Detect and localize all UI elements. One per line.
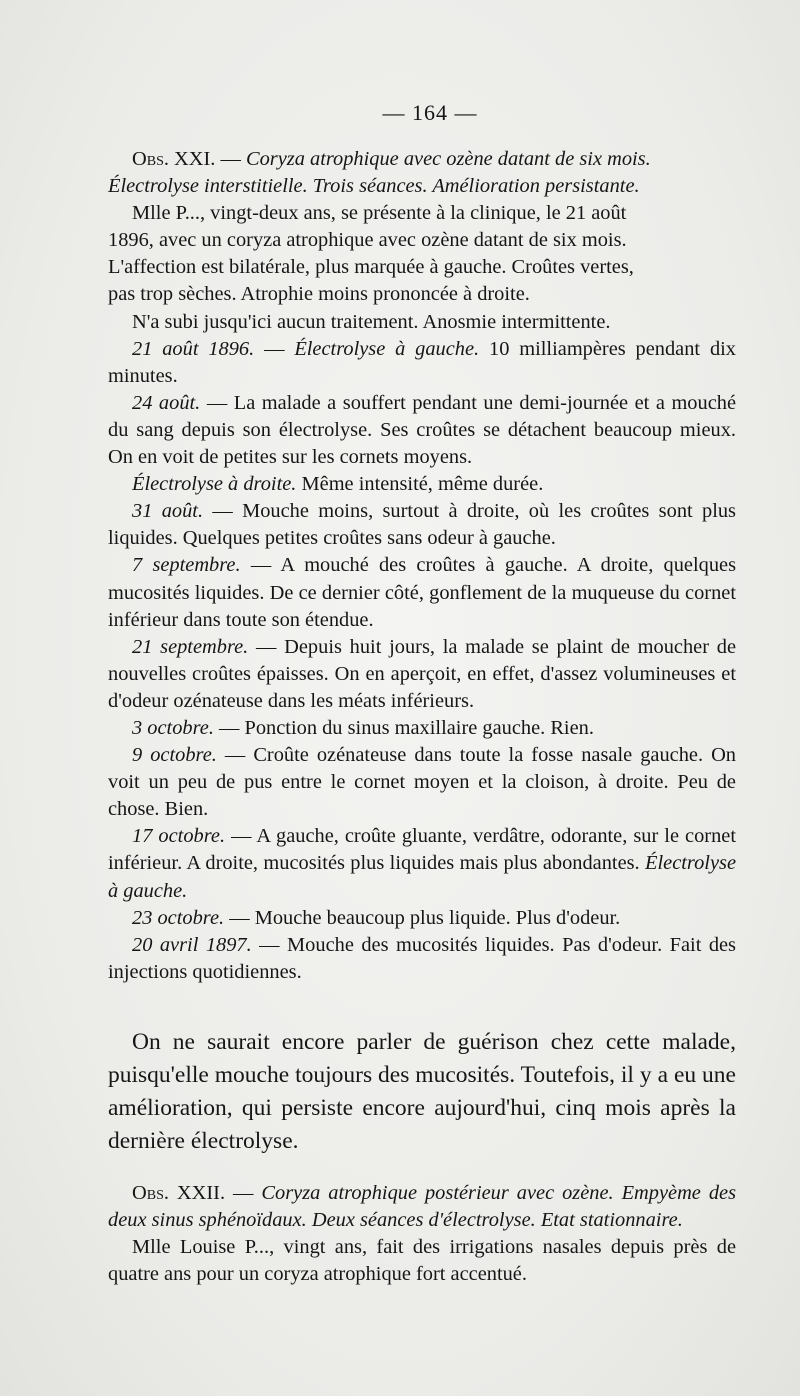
obs22-heading: Obs. XXII. — Coryza atrophique postérieur avec ozène. Empyème des deux sinus sphénoïdaux. Deux séances d'électrolyse. Etat stationnaire. xyxy=(108,1182,737,1232)
obs21-title-1: Coryza atrophique avec ozène datant de six mois. xyxy=(245,148,651,170)
entry-date: 7 septembre. xyxy=(132,554,241,577)
obs21-heading: Obs. XXI. — Coryza atrophique avec ozène datant de six mois. xyxy=(132,148,651,170)
observation-21 xyxy=(108,146,736,986)
obs21-entry: 31 août. — Mouche moins, surtout à droite, où les croûtes sont plus liquides. Quelques petites croûtes sans odeur à gauche. xyxy=(108,500,736,550)
entry-date: 31 août. xyxy=(132,500,204,523)
obs21-intro-line: Mlle P..., vingt-deux ans, se présente à la clinique, le 21 août xyxy=(132,202,627,225)
obs21-no-treatment: N'a subi jusqu'ici aucun traitement. Anosmie intermittente. xyxy=(132,310,611,333)
obs21-entry: 24 août. — La malade a souffert pendant une demi-journée et a mouché du sang depuis son électrolyse. Ses croûtes se détachent beaucoup mieux. On en voit de petites sur les cornets moyens. xyxy=(108,391,736,469)
obs21-entry: 17 octobre. — A gauche, croûte gluante, verdâtre, odorante, sur le cornet inférieur. A droite, mucosités plus liquides mais plus abondantes. Électrolyse à gauche. xyxy=(108,825,736,902)
entry-date: 21 août 1896. xyxy=(132,337,255,360)
obs22-label: Obs. XXII. xyxy=(132,1182,226,1204)
obs21-entry: 23 octobre. — Mouche beaucoup plus liquide. Plus d'odeur. xyxy=(132,906,621,929)
obs21-intro-line: pas trop sèches. Atrophie moins prononcée à droite. xyxy=(108,283,530,306)
obs21-intro-line: 1896, avec un coryza atrophique avec ozène datant de six mois. xyxy=(108,229,627,252)
entry-date: 9 octobre. xyxy=(132,744,217,767)
entry-date: 20 avril 1897. xyxy=(132,933,252,956)
entry-emphasis: Électrolyse à gauche. xyxy=(294,337,480,360)
entry-date: 3 octobre. xyxy=(132,716,214,739)
conclusion-block xyxy=(108,1026,736,1158)
entry-date: Électrolyse à droite. xyxy=(132,473,297,496)
page-number: — 164 — xyxy=(382,100,478,125)
obs21-entry: 9 octobre. — Croûte ozénateuse dans toute la fosse nasale gauche. On voit un peu de pus entre le cornet moyen et la cloison, à droite. Peu de chose. Bien. xyxy=(108,744,736,821)
entry-date: 21 septembre. xyxy=(132,635,249,658)
obs21-entry: 21 août 1896. — Électrolyse à gauche. 10 milliampères pendant dix minutes. xyxy=(108,337,736,387)
obs21-label: Obs. XXI. xyxy=(132,148,216,170)
obs21-title-line2 xyxy=(108,173,736,200)
obs22-intro: Mlle Louise P..., vingt ans, fait des irrigations nasales depuis près de quatre ans pour un coryza atrophique fort accentué. xyxy=(108,1236,736,1286)
obs21-intro-line: L'affection est bilatérale, plus marquée à gauche. Croûtes vertes, xyxy=(108,256,634,279)
entry-date: 24 août. xyxy=(132,391,201,414)
observation-22 xyxy=(108,1180,736,1288)
obs21-title-2: Électrolyse interstitielle. Trois séances. Amélioration persistante. xyxy=(108,175,640,198)
obs21-entry: 3 octobre. — Ponction du sinus maxillaire gauche. Rien. xyxy=(132,716,594,739)
obs21-entry: 20 avril 1897. — Mouche des mucosités liquides. Pas d'odeur. Fait des injections quotidiennes. xyxy=(108,933,736,983)
obs21-entry: 21 septembre. — Depuis huit jours, la malade se plaint de moucher de nouvelles croûtes épaisses. On en aperçoit, en effet, d'assez volumineuses et d'odeur ozénateuse dans les méats inférieurs. xyxy=(108,635,736,712)
entry-date: 23 octobre. xyxy=(132,906,225,929)
obs21-entry: 7 septembre. — A mouché des croûtes à gauche. A droite, quelques mucosités liquides. De ce dernier côté, gonflement de la muqueuse du cornet inférieur dans toute son étendue. xyxy=(108,554,737,631)
obs21-entry: Électrolyse à droite. Même intensité, même durée. xyxy=(132,473,544,496)
entry-emphasis: Électrolyse à gauche. xyxy=(108,852,736,902)
entry-date: 17 octobre. xyxy=(132,825,226,848)
conclusion-paragraph: On ne saurait encore parler de guérison chez cette malade, puisqu'elle mouche toujours des mucosités. Toutefois, il y a eu une amélioration, qui persiste encore aujourd'hui, cinq mois après la dernière électrolyse. xyxy=(108,1029,736,1154)
obs22-title: Coryza atrophique postérieur avec ozène. Empyème des deux sinus sphénoïdaux. Deux séances d'électrolyse. Etat stationnaire. xyxy=(108,1182,737,1232)
